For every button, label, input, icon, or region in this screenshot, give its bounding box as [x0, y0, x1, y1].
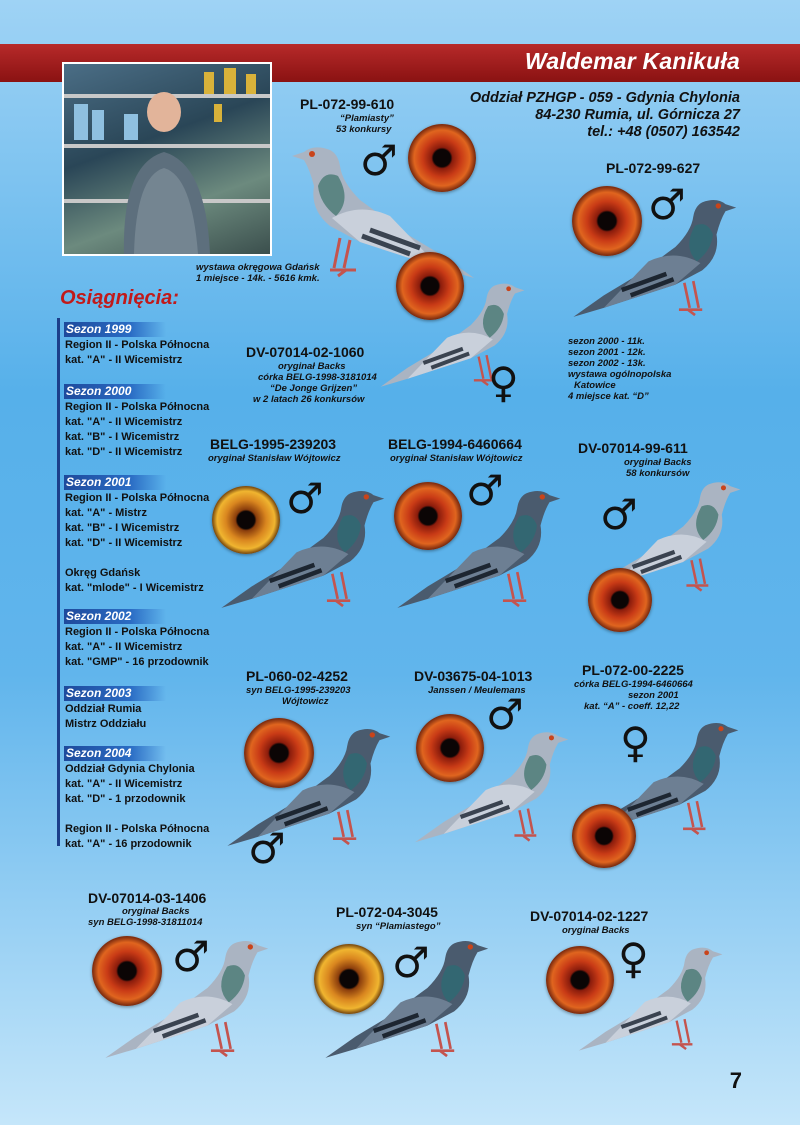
club-info	[470, 90, 740, 141]
female-symbol-icon: ♀	[618, 934, 649, 983]
pigeon-note: Janssen / Meulemans	[428, 685, 526, 696]
pigeon-note: kat. “A” - coeff. 12,22	[584, 701, 680, 712]
pigeon-extra: sezon 2000 - 11k.	[568, 336, 645, 347]
season-line: Oddział Rumia	[65, 703, 142, 715]
season-line: kat. "A" - Mistrz	[65, 507, 147, 519]
pigeon-extra: sezon 2002 - 13k.	[568, 358, 646, 369]
pigeon-extra: wystawa ogólnopolska	[568, 369, 672, 380]
pigeon-extra: wystawa okręgowa Gdańsk	[196, 262, 320, 273]
page-number: 7	[729, 1068, 742, 1093]
pigeon-note: syn BELG-1998-31811014	[88, 917, 203, 928]
female-symbol-icon: ♀	[620, 718, 651, 767]
season-header: Sezon 2001	[64, 475, 166, 490]
season-line: Region II - Polska Północna	[65, 823, 210, 835]
achievements-bar	[57, 318, 60, 846]
season-line: kat. "A" - II Wicemistrz	[65, 416, 183, 428]
season-line: kat. "A" - 16 przodownik	[65, 838, 192, 850]
ring-number: PL-072-04-3045	[336, 904, 438, 920]
pigeon-image	[568, 176, 738, 336]
season-line: kat. "mlode" - I Wicemistrz	[65, 582, 204, 594]
ring-number: BELG-1995-239203	[210, 436, 337, 452]
club-line-2: 84-230 Rumia, ul. Górnicza 27	[535, 107, 740, 123]
pigeon-extra: sezon 2001 - 12k.	[568, 347, 646, 358]
male-symbol-icon: ♂	[486, 690, 524, 739]
season-line: Region II - Polska Północna	[65, 492, 210, 504]
ring-number: PL-072-99-627	[606, 160, 701, 176]
club-line-1: Oddział PZHGP - 059 - Gdynia Chylonia	[469, 90, 740, 106]
season-header: Sezon 2002	[64, 609, 166, 624]
season-line: kat. "A" - II Wicemistrz	[65, 354, 183, 366]
ring-number: DV-07014-99-611	[578, 440, 688, 456]
season-line: Region II - Polska Północna	[65, 401, 210, 413]
season-line: kat. "D" - II Wicemistrz	[65, 446, 183, 458]
season-line: kat. "D" - 1 przodownik	[65, 793, 186, 805]
pigeon-extra: 1 miejsce - 14k. - 5616 kmk.	[196, 273, 320, 284]
pigeon-image	[100, 912, 270, 1082]
season-line: kat. "GMP" - 16 przodownik	[65, 656, 209, 668]
owner-name: Waldemar Kanikuła	[524, 48, 740, 74]
season-line: kat. "A" - II Wicemistrz	[65, 778, 183, 790]
pigeon-note: sezon 2001	[628, 690, 679, 701]
female-symbol-icon: ♀	[488, 358, 519, 407]
pigeon-eye	[408, 124, 476, 192]
pigeon-image	[216, 462, 386, 632]
pigeon-note: oryginał Backs	[624, 457, 692, 468]
pigeon-extra: Katowice	[574, 380, 616, 391]
pigeon-note: oryginał Backs	[278, 361, 346, 372]
ring-number: BELG-1994-6460664	[388, 436, 522, 452]
pigeon-note: córka BELG-1994-6460664	[574, 679, 693, 690]
pigeon-note: Wójtowicz	[282, 696, 329, 707]
pigeon-eye	[572, 804, 636, 868]
pigeon-eye	[588, 568, 652, 632]
pigeon-note: oryginał Stanisław Wójtowicz	[390, 453, 523, 464]
ring-number: DV-07014-03-1406	[88, 890, 207, 906]
ring-number: DV-03675-04-1013	[414, 668, 533, 684]
pigeon-note: “Plamiasty”	[340, 113, 394, 124]
pigeon-image	[574, 912, 724, 1082]
ring-number: PL-072-99-610	[300, 96, 395, 112]
ring-number: DV-07014-02-1227	[530, 908, 649, 924]
male-symbol-icon: ♂	[648, 180, 686, 229]
pigeon-image	[392, 462, 562, 632]
season-line: kat. "B" - I Wicemistrz	[65, 522, 180, 534]
male-symbol-icon: ♂	[392, 938, 430, 987]
season-header: Sezon 2003	[64, 686, 166, 701]
season-header: Sezon 2000	[64, 384, 166, 399]
male-symbol-icon: ♂	[286, 474, 324, 523]
pigeon-image	[410, 700, 570, 870]
season-line: Region II - Polska Północna	[65, 626, 210, 638]
pigeon-note: syn BELG-1995-239203	[246, 685, 351, 696]
pigeon-note: oryginał Backs	[562, 925, 630, 936]
pigeon-note: 58 konkursów	[626, 468, 690, 479]
ring-number: PL-060-02-4252	[246, 668, 348, 684]
season-header: Sezon 2004	[64, 746, 166, 761]
male-symbol-icon: ♂	[172, 932, 210, 981]
pigeon-note: syn “Plamiastego”	[356, 921, 441, 932]
season-line: kat. "B" - I Wicemistrz	[65, 431, 180, 443]
season-line: Oddział Gdynia Chylonia	[65, 763, 195, 775]
season-header: Sezon 1999	[64, 322, 166, 337]
ring-number: DV-07014-02-1060	[246, 344, 365, 360]
pigeon-extra: 4 miejsce kat. “D”	[568, 391, 649, 402]
male-symbol-icon: ♂	[466, 466, 504, 515]
pigeon-image	[320, 912, 490, 1082]
pigeon-note: oryginał Backs	[122, 906, 190, 917]
pigeon-note: 53 konkursy	[336, 124, 392, 135]
pigeon-note: córka BELG-1998-3181014	[258, 372, 377, 383]
male-symbol-icon: ♂	[600, 490, 638, 539]
pigeon-note: “De Jonge Grijzen”	[270, 383, 358, 394]
season-line: Region II - Polska Północna	[65, 339, 210, 351]
season-line: Mistrz Oddziału	[65, 718, 147, 730]
male-symbol-icon: ♂	[360, 136, 398, 185]
club-line-3: tel.: +48 (0507) 163542	[587, 124, 740, 140]
pigeon-note: oryginał Stanisław Wójtowicz	[208, 453, 341, 464]
male-symbol-icon: ♂	[248, 824, 286, 873]
ring-number: PL-072-00-2225	[582, 662, 684, 678]
owner-photo	[62, 62, 272, 256]
season-line: Okręg Gdańsk	[65, 567, 141, 579]
season-line: kat. "D" - II Wicemistrz	[65, 537, 183, 549]
pigeon-note: w 2 latach 26 konkursów	[253, 394, 365, 405]
season-line: kat. "A" - II Wicemistrz	[65, 641, 183, 653]
achievements-title: Osiągnięcia:	[60, 287, 179, 309]
